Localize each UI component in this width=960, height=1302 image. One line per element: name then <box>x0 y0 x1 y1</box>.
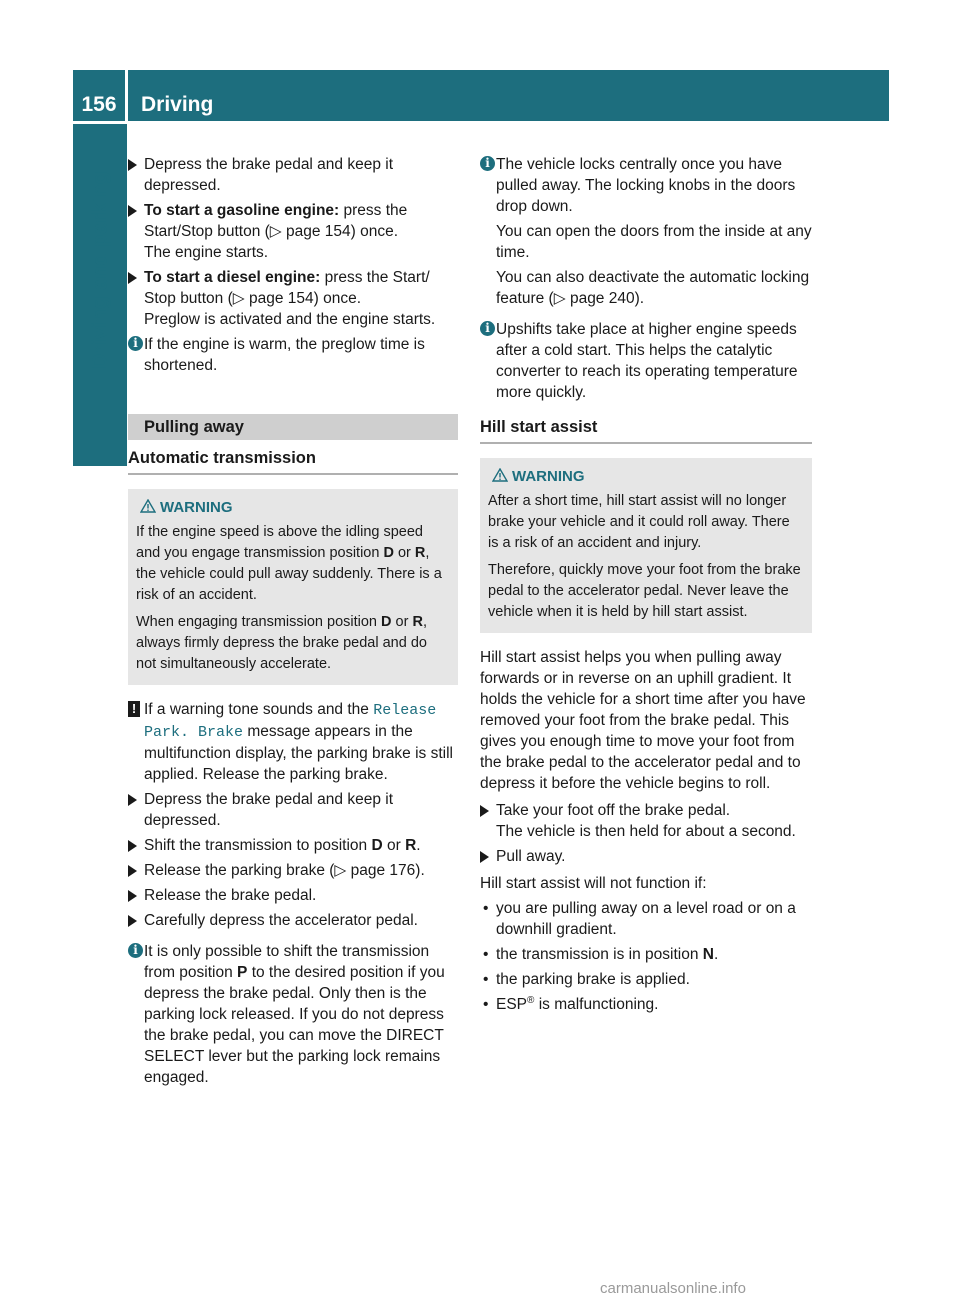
instruction-step <box>128 200 458 263</box>
bullet-text: you are pulling away on a level road or on a downhill gradient. <box>496 900 796 938</box>
step-text: press the Start/Stop button (▷ page 154) once. <box>144 202 408 240</box>
bullet-item <box>480 898 812 940</box>
watermark: carmanualsonline.info <box>600 1280 746 1297</box>
step-arrow-icon <box>480 805 489 817</box>
section-title: Pulling away <box>128 414 458 440</box>
info-note <box>480 319 812 403</box>
page-number: 156 <box>81 93 117 116</box>
step-arrow-icon <box>480 851 489 863</box>
bullet-dot-icon: • <box>483 971 489 988</box>
step-arrow-icon <box>128 794 137 806</box>
step-text: Release the brake pedal. <box>144 887 317 904</box>
step-text: press the Start/ Stop button (▷ page 154) once. <box>144 269 430 307</box>
instruction-step <box>128 885 458 906</box>
right-column <box>480 154 812 1019</box>
instruction-step <box>480 846 812 867</box>
info-note: i It is only possible to shift the transmission from position P to the desired position if you depress the brake pedal. Only then is the parking lock released. If you do not depress the brake pedal, you can move the DIRECT SELECT lever but the parking lock remains engaged. <box>128 941 458 1088</box>
note-text: You can also deactivate the automatic locking feature (▷ page 240). <box>496 269 810 307</box>
step-result: The vehicle is then held for about a second. <box>496 823 796 840</box>
chapter-label: Driving and parking <box>88 171 112 369</box>
step-text: Release the parking brake (▷ page 176). <box>144 862 425 879</box>
step-arrow-icon <box>128 272 137 284</box>
warning-title-text: WARNING <box>512 468 585 485</box>
page-header <box>73 70 889 124</box>
bullet-item: • the transmission is in position N. <box>483 946 719 963</box>
warning-paragraph: If the engine speed is above the idling speed and you engage transmission position D or R, the vehicle could pull away suddenly. There is a risk of an accident. <box>136 524 442 603</box>
warning-box <box>480 458 812 633</box>
bullet-text: the parking brake is applied. <box>496 971 690 988</box>
display-message: Release Park. Brake <box>144 702 437 741</box>
info-icon: i <box>480 156 495 171</box>
step-text: Depress the brake pedal and keep it depressed. <box>144 156 394 194</box>
warning-paragraph: When engaging transmission position D or R, always firmly depress the brake pedal and do not simultaneously accelerate. <box>136 614 427 672</box>
instruction-step <box>128 267 458 330</box>
note-text: The vehicle locks centrally once you have pulled away. The locking knobs in the doors drop down. <box>496 156 796 215</box>
instruction-step <box>128 860 458 881</box>
step-result: The engine starts. <box>144 244 269 261</box>
step-text: Carefully depress the accelerator pedal. <box>144 912 418 929</box>
info-icon: i <box>128 336 143 351</box>
step-result: Preglow is activated and the engine starts. <box>144 311 436 328</box>
note-text: message appears in the multifunction display, the parking brake is still applied. Release the parking brake. <box>144 723 453 783</box>
instruction-step <box>480 800 812 842</box>
instruction-step <box>128 910 458 931</box>
note-text: If a warning tone sounds and the <box>144 701 374 718</box>
bullet-dot-icon: • <box>483 900 489 917</box>
note-text: Upshifts take place at higher engine speeds after a cold start. This helps the catalytic converter to reach its operating temperature more quickly. <box>496 321 798 401</box>
caution-note <box>128 699 458 785</box>
caution-icon: ! <box>128 701 140 717</box>
info-icon: i <box>128 943 143 958</box>
warning-triangle-icon <box>492 468 508 482</box>
step-text: Take your foot off the brake pedal. <box>496 802 731 819</box>
bullet-dot-icon: • <box>483 946 489 963</box>
step-arrow-icon <box>128 915 137 927</box>
bullet-dot-icon: • <box>483 996 489 1013</box>
step-arrow-icon <box>128 159 137 171</box>
step-bold-label: To start a gasoline engine: <box>144 202 340 219</box>
page-title: Driving <box>141 93 214 116</box>
info-note <box>128 334 458 376</box>
subheading <box>128 448 458 475</box>
bullet-item: • ESP® is malfunctioning. <box>483 994 659 1013</box>
step-bold-label: To start a diesel engine: <box>144 269 321 286</box>
section-heading <box>480 417 812 444</box>
warning-paragraph: Therefore, quickly move your foot from the brake pedal to the accelerator pedal. Never leave the vehicle when it is held by hill start assist. <box>488 562 801 620</box>
info-note <box>480 154 812 309</box>
warning-title-text: WARNING <box>160 499 233 516</box>
left-column <box>128 154 458 1092</box>
step-arrow-icon <box>128 205 137 217</box>
subheading-text: Automatic transmission <box>128 449 316 467</box>
warning-paragraph: After a short time, hill start assist will no longer brake your vehicle and it could roll away. There is a risk of an accident and injury. <box>488 493 790 551</box>
warning-triangle-icon <box>140 499 156 513</box>
step-arrow-icon <box>128 865 137 877</box>
instruction-step <box>128 154 458 196</box>
section-heading-text: Hill start assist <box>480 418 598 436</box>
warning-title <box>136 497 450 518</box>
step-text: Depress the brake pedal and keep it depressed. <box>144 791 394 829</box>
warning-box <box>128 489 458 685</box>
info-icon: i <box>480 321 495 336</box>
header-divider <box>125 70 128 121</box>
step-arrow-icon <box>128 890 137 902</box>
warning-title <box>488 466 804 487</box>
instruction-step: Shift the transmission to position D or R. <box>128 835 458 856</box>
note-text: If the engine is warm, the preglow time is shortened. <box>144 336 425 374</box>
note-text: You can open the doors from the inside at any time. <box>496 223 812 261</box>
instruction-step <box>128 789 458 831</box>
step-text: Pull away. <box>496 848 566 865</box>
body-paragraph: Hill start assist will not function if: <box>480 875 707 892</box>
body-paragraph: Hill start assist helps you when pulling away forwards or in reverse on an uphill gradient. It holds the vehicle for a short time after you have removed your foot from the brake pedal. This gives you enough time to move your foot from the brake pedal to the accelerator pedal and to depress it before the vehicle begins to roll. <box>480 649 806 792</box>
step-arrow-icon <box>128 840 137 852</box>
bullet-item <box>480 969 812 990</box>
